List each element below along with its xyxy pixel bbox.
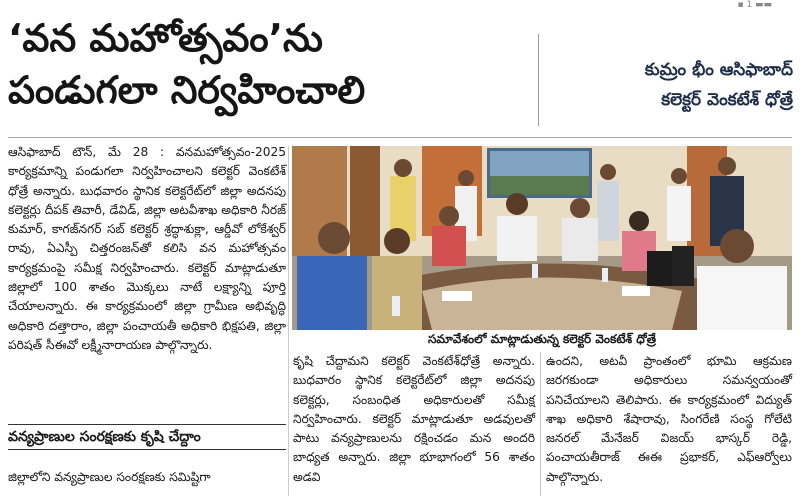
byline-location: కుమ్రం భీం ఆసిఫాబాద్ (644, 60, 793, 80)
headline-divider (538, 34, 539, 126)
headline (8, 12, 533, 116)
article-column-2 (293, 352, 535, 487)
article-column-1 (8, 143, 286, 355)
photo-caption: సమావేశంలో మాట్లాడుతున్న కలెక్టర్ వెంకటేశ్ ధోత్రే (292, 331, 792, 348)
article-paragraph-3: కృషి చేద్దామని కలెక్టర్ వెంకటేశ్‌ధోత్రే అన్నారు. బుధవారం స్థానిక కలెక్టరేట్‌లో జిల్లా అదనపు కలెక్టర్లు, సంబంధిత అధికారులతో సమీక్ష నిర్వహించారు. కలెక్టర్ మాట్లాడుతూ అడవులతో పాటు వన్యప్రాణులను రక్షించడం మన అందరి బాధ్యత అన్నారు. జిల్లా భూభాగంలో 56 శాతం అడవి (293, 354, 535, 484)
column-divider-2 (540, 352, 541, 496)
page-corner-mark: ▪ 1 ▬▬ (737, 0, 772, 10)
article-paragraph-4: ఉందని, అటవీ ప్రాంతంలో భూమి ఆక్రమణ జరగకుండా అధికారులు సమన్వయంతో పనిచేయాలని తెలిపారు. ఈ కార్యక్రమంలో విద్యుత్ శాఖ అధికారి శేషారావు, సింగరేణి సంస్థ గోలేటి జనరల్ మేనేజర్ విజయ్ భాస్కర్ రెడ్డి, పంచాయతీరాజ్ ఈఈ ప్రభాకర్, ఎఫ్ఆర్వోలు పాల్గొన్నారు. (546, 354, 792, 484)
byline (548, 55, 793, 115)
byline-person: కలెక్టర్ వెంకటేశ్ ధోత్రే (661, 90, 793, 110)
article-paragraph-2: జిల్లాలోని వన్యప్రాణుల సంరక్షణకు సమిష్టిగా (8, 470, 211, 484)
headline-line-2: పండుగలా నిర్వహించాలి (8, 68, 366, 112)
meeting-photo-illustration (292, 146, 792, 330)
column-divider-1 (288, 146, 289, 496)
meeting-photo (292, 146, 792, 330)
article-paragraph-1: ఆసిఫాబాద్ టౌన్, మే 28 : వనమహోత్సవం-2025 కార్యక్రమాన్ని పండుగలా నిర్వహించాలని కలెక్టర్ వెంకటేశ్ ధోత్రే అన్నారు. బుధవారం స్థానిక కలెక్టరేట్‌లో జిల్లా అదనపు కలెక్టర్లు దీపక్ తివారీ, డేవిడ్, జిల్లా అటవీశాఖ అధికారి నీరజ్ కుమార్, కాగజ్‌నగర్ సబ్ కలెక్టర్ శ్రద్ధాశుక్లా, ఆర్డీవో లోకేశ్వర్ రావు, ఏఎస్పీ చిత్తరంజన్‌తో కలిసి వన మహోత్సవం కార్యక్రమంపై సమీక్ష నిర్వహించారు. కలెక్టర్ మాట్లాడుతూ జిల్లాలో 100 శాతం మొక్కలు నాటే లక్ష్యాన్ని పూర్తి చేయాలన్నారు. ఈ కార్యక్రమంలో జిల్లా గ్రామీణ అభివృద్ధి అధికారి దత్తారాం, జిల్లా పంచాయతీ అధికారి భిక్షపతి, జిల్లా పరిషత్ సీఈవో లక్ష్మీనారాయణ పాల్గొన్నారు. (8, 145, 286, 352)
headline-line-1: ‘వన మహోత్సవం’ను (8, 16, 323, 60)
article-column-3 (546, 352, 792, 487)
header-rule (8, 137, 792, 138)
article-subheading: వన్యప్రాణుల సంరక్షణకు కృషి చేద్దాం (8, 424, 286, 450)
